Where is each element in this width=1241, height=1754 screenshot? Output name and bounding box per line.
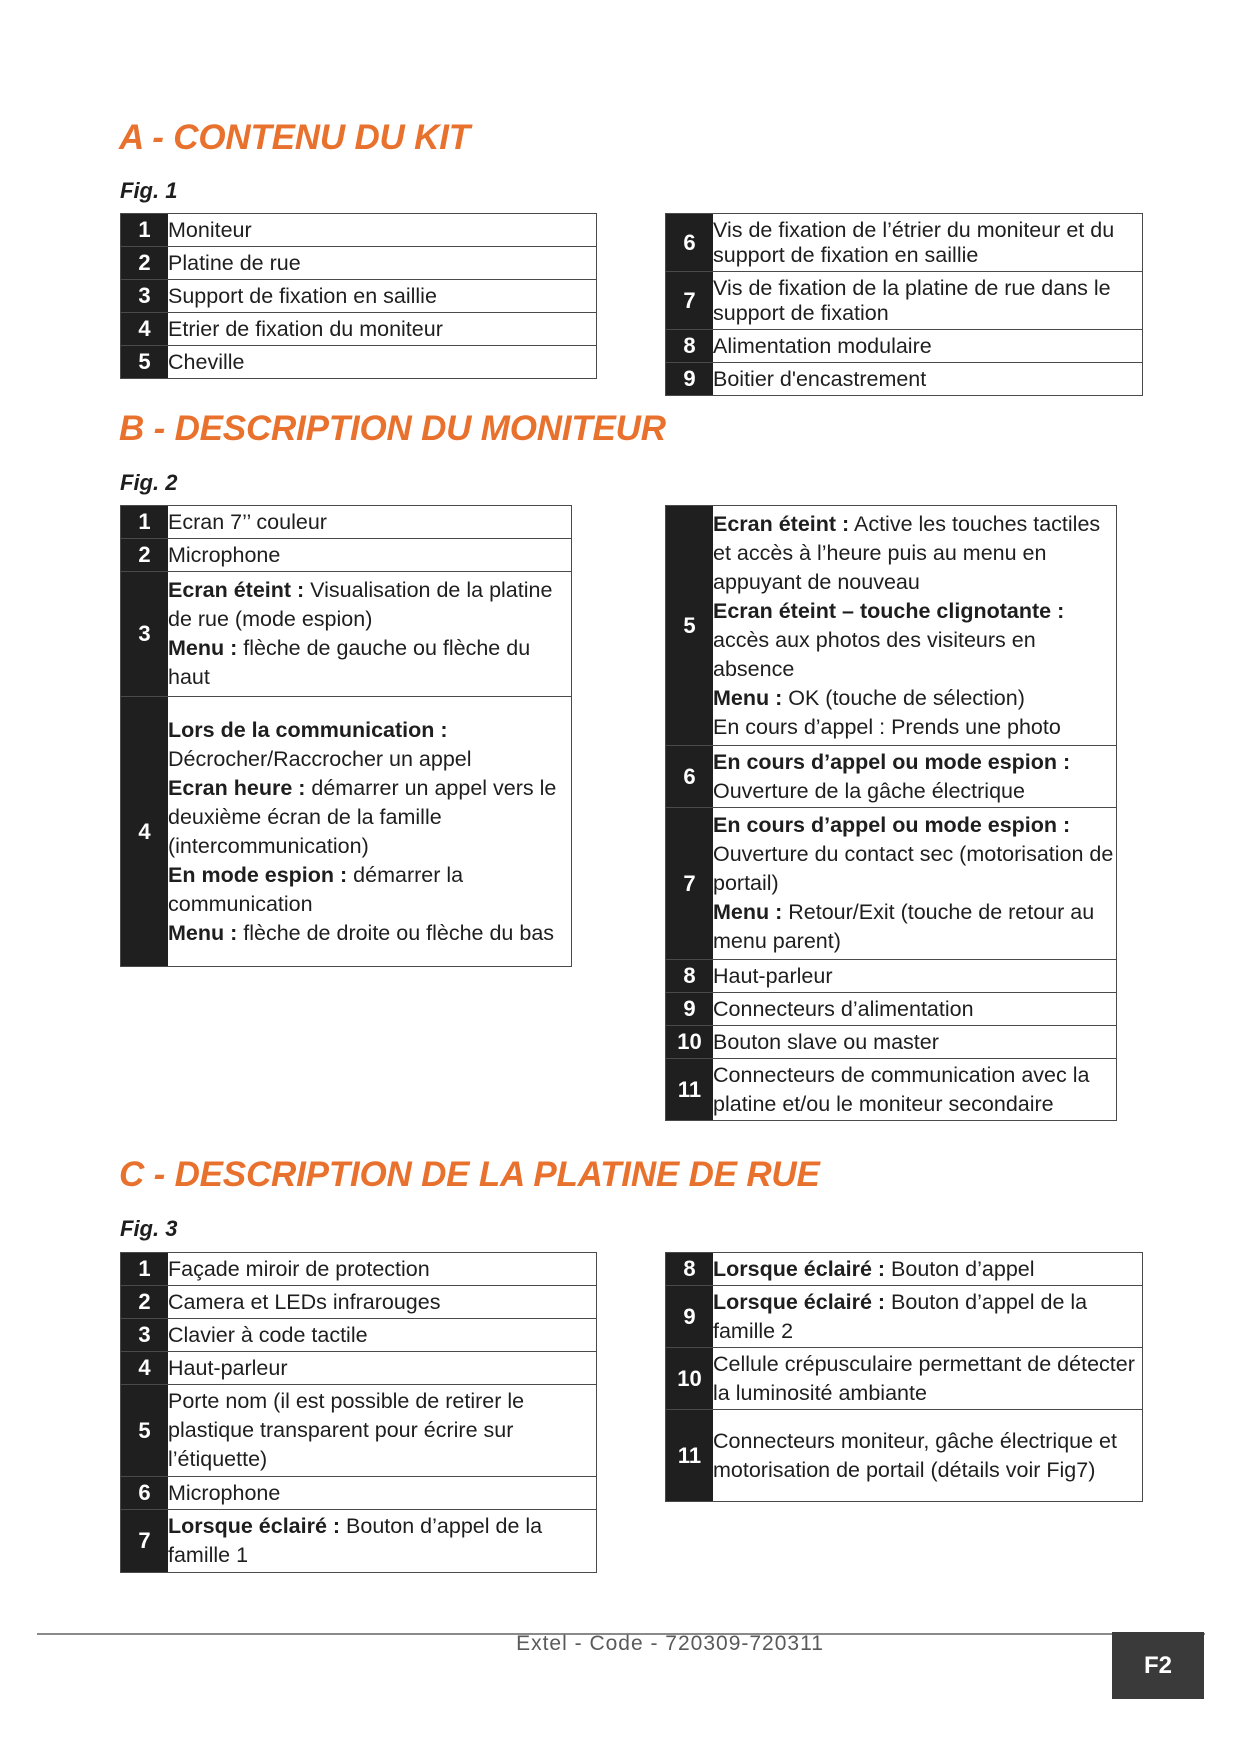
table-row bbox=[666, 363, 1143, 396]
table-row bbox=[121, 1352, 597, 1385]
text: démarrer la communication bbox=[168, 862, 464, 916]
row-number: 7 bbox=[666, 808, 714, 960]
row-number: 6 bbox=[121, 1477, 169, 1510]
row-text: Platine de rue bbox=[168, 247, 597, 280]
bold-label: Lorsque éclairé : bbox=[713, 1289, 886, 1314]
text: accès aux photos des visiteurs en absence bbox=[713, 627, 1036, 681]
row-number: 10 bbox=[666, 1348, 714, 1410]
bold-label: Lorsque éclairé : bbox=[168, 1514, 341, 1538]
table-row bbox=[121, 214, 597, 247]
row-text: Moniteur bbox=[168, 214, 597, 247]
row-number: 11 bbox=[666, 1059, 714, 1121]
table-row bbox=[666, 1348, 1143, 1410]
text: Bouton d’appel bbox=[885, 1256, 1035, 1281]
row-text bbox=[168, 1510, 597, 1573]
row-number: 2 bbox=[121, 247, 169, 280]
bold-label: Menu : bbox=[168, 920, 238, 945]
row-number: 7 bbox=[666, 272, 714, 330]
table-row bbox=[121, 280, 597, 313]
text: démarrer un appel vers le deuxième écran de la famille (intercommunication) bbox=[168, 775, 557, 858]
table-row bbox=[121, 1510, 597, 1573]
row-text: Connecteurs d’alimentation bbox=[713, 993, 1117, 1026]
row-number: 3 bbox=[121, 572, 169, 697]
row-text: Haut-parleur bbox=[168, 1352, 597, 1385]
table-row bbox=[121, 572, 572, 697]
row-number: 8 bbox=[666, 960, 714, 993]
row-text: Boitier d'encastrement bbox=[713, 363, 1143, 396]
table-row bbox=[666, 960, 1117, 993]
table-row bbox=[121, 313, 597, 346]
bold-label: En cours d’appel ou mode espion : bbox=[713, 749, 1071, 774]
fig-3-label: Fig. 3 bbox=[120, 1216, 178, 1241]
row-number: 11 bbox=[666, 1410, 714, 1502]
row-text: Support de fixation en saillie bbox=[168, 280, 597, 313]
row-number: 9 bbox=[666, 363, 714, 396]
row-number: 2 bbox=[121, 539, 169, 572]
bold-label: En cours d’appel ou mode espion : bbox=[713, 813, 1071, 837]
row-number: 6 bbox=[666, 746, 714, 808]
text: Ouverture du contact sec (motorisation de portail) bbox=[713, 842, 1114, 895]
row-number: 5 bbox=[666, 506, 714, 746]
row-text: Alimentation modulaire bbox=[713, 330, 1143, 363]
table-row bbox=[666, 1026, 1117, 1059]
table-row bbox=[666, 214, 1143, 272]
row-number: 4 bbox=[121, 313, 169, 346]
row-text bbox=[168, 572, 572, 697]
bold-label: Ecran éteint : bbox=[713, 511, 850, 536]
row-text bbox=[713, 1286, 1143, 1348]
table-row bbox=[666, 330, 1143, 363]
row-text: Façade miroir de protection bbox=[168, 1253, 597, 1286]
row-text: Etrier de fixation du moniteur bbox=[168, 313, 597, 346]
text: En cours d’appel : Prends une photo bbox=[713, 714, 1061, 739]
row-number: 8 bbox=[666, 1253, 714, 1286]
table-row bbox=[666, 506, 1117, 746]
row-text: Microphone bbox=[168, 1477, 597, 1510]
row-text: Vis de fixation de l’étrier du moniteur et du support de fixation en saillie bbox=[713, 214, 1143, 272]
fig-2-label: Fig. 2 bbox=[120, 470, 178, 495]
text: Bouton d’appel de la famille 1 bbox=[168, 1514, 543, 1567]
row-text: Ecran 7’’ couleur bbox=[168, 506, 572, 539]
table-row bbox=[666, 808, 1117, 960]
row-number: 9 bbox=[666, 1286, 714, 1348]
row-text: Connecteurs moniteur, gâche électrique et motorisation de portail (détails voir Fig7) bbox=[713, 1410, 1143, 1502]
row-text bbox=[713, 506, 1117, 746]
text: Active les touches tactiles et accès à l’heure puis au menu en appuyant de nouveau bbox=[713, 511, 1101, 594]
row-text: Clavier à code tactile bbox=[168, 1319, 597, 1352]
bold-label: Menu : bbox=[713, 685, 783, 710]
table-row bbox=[121, 346, 597, 379]
row-number: 9 bbox=[666, 993, 714, 1026]
row-number: 7 bbox=[121, 1510, 169, 1573]
row-number: 3 bbox=[121, 1319, 169, 1352]
bold-label: En mode espion : bbox=[168, 862, 348, 887]
street-panel-table-left bbox=[120, 1252, 597, 1573]
row-text: Camera et LEDs infrarouges bbox=[168, 1286, 597, 1319]
table-row bbox=[121, 506, 572, 539]
bold-label: Menu : bbox=[168, 636, 238, 660]
row-text bbox=[713, 808, 1117, 960]
row-text bbox=[168, 697, 572, 967]
monitor-table-right bbox=[665, 505, 1117, 1121]
bold-label: Ecran éteint : bbox=[168, 578, 305, 602]
table-row bbox=[666, 272, 1143, 330]
row-text: Vis de fixation de la platine de rue dans le support de fixation bbox=[713, 272, 1143, 330]
bold-label: Lorsque éclairé : bbox=[713, 1256, 886, 1281]
text: Bouton d’appel de la famille 2 bbox=[713, 1289, 1088, 1343]
table-row bbox=[121, 1253, 597, 1286]
footer-product-code: Extel - Code - 720309-720311 bbox=[516, 1632, 824, 1655]
table-row bbox=[121, 539, 572, 572]
text: Décrocher/Raccrocher un appel bbox=[168, 746, 472, 771]
page-number: F2 bbox=[1112, 1632, 1204, 1699]
section-c-title: C - DESCRIPTION DE LA PLATINE DE RUE bbox=[119, 1155, 820, 1194]
row-number: 4 bbox=[121, 1352, 169, 1385]
row-number: 8 bbox=[666, 330, 714, 363]
kit-contents-table-left bbox=[120, 213, 597, 379]
bold-label: Menu : bbox=[713, 900, 783, 924]
fig-1-label: Fig. 1 bbox=[120, 178, 178, 203]
table-row bbox=[666, 993, 1117, 1026]
text: flèche de gauche ou flèche du haut bbox=[168, 636, 531, 689]
row-text: Connecteurs de communication avec la platine et/ou le moniteur secondaire bbox=[713, 1059, 1117, 1121]
text: Retour/Exit (touche de retour au menu parent) bbox=[713, 900, 1095, 953]
row-number: 6 bbox=[666, 214, 714, 272]
table-row bbox=[666, 1286, 1143, 1348]
row-number: 10 bbox=[666, 1026, 714, 1059]
row-number: 1 bbox=[121, 1253, 169, 1286]
row-number: 1 bbox=[121, 506, 169, 539]
bold-label: Ecran éteint – touche clignotante : bbox=[713, 598, 1065, 623]
bold-label: Lors de la communication : bbox=[168, 717, 448, 742]
street-panel-table-right bbox=[665, 1252, 1143, 1502]
row-number: 2 bbox=[121, 1286, 169, 1319]
row-text bbox=[713, 746, 1117, 808]
row-number: 3 bbox=[121, 280, 169, 313]
table-row bbox=[666, 1410, 1143, 1502]
row-number: 4 bbox=[121, 697, 169, 967]
row-text: Cheville bbox=[168, 346, 597, 379]
row-text bbox=[713, 1253, 1143, 1286]
row-number: 5 bbox=[121, 1385, 169, 1477]
row-text: Cellule crépusculaire permettant de détecter la luminosité ambiante bbox=[713, 1348, 1143, 1410]
table-row bbox=[121, 247, 597, 280]
monitor-table-left bbox=[120, 505, 572, 967]
text: flèche de droite ou flèche du bas bbox=[237, 920, 555, 945]
table-row bbox=[666, 1253, 1143, 1286]
row-text: Haut-parleur bbox=[713, 960, 1117, 993]
section-a-title: A - CONTENU DU KIT bbox=[119, 118, 470, 157]
table-row bbox=[666, 1059, 1117, 1121]
table-row bbox=[121, 1286, 597, 1319]
row-text: Porte nom (il est possible de retirer le plastique transparent pour écrire sur l’étiquette) bbox=[168, 1385, 597, 1477]
bold-label: Ecran heure : bbox=[168, 775, 306, 800]
kit-contents-table-right bbox=[665, 213, 1143, 396]
table-row bbox=[121, 1477, 597, 1510]
row-number: 5 bbox=[121, 346, 169, 379]
text: Visualisation de la platine de rue (mode espion) bbox=[168, 578, 553, 631]
row-text: Microphone bbox=[168, 539, 572, 572]
text: OK (touche de sélection) bbox=[782, 685, 1025, 710]
table-row bbox=[121, 697, 572, 967]
text: Ouverture de la gâche électrique bbox=[713, 778, 1025, 803]
section-b-title: B - DESCRIPTION DU MONITEUR bbox=[119, 409, 666, 448]
row-number: 1 bbox=[121, 214, 169, 247]
table-row bbox=[121, 1319, 597, 1352]
row-text: Bouton slave ou master bbox=[713, 1026, 1117, 1059]
table-row bbox=[666, 746, 1117, 808]
table-row bbox=[121, 1385, 597, 1477]
